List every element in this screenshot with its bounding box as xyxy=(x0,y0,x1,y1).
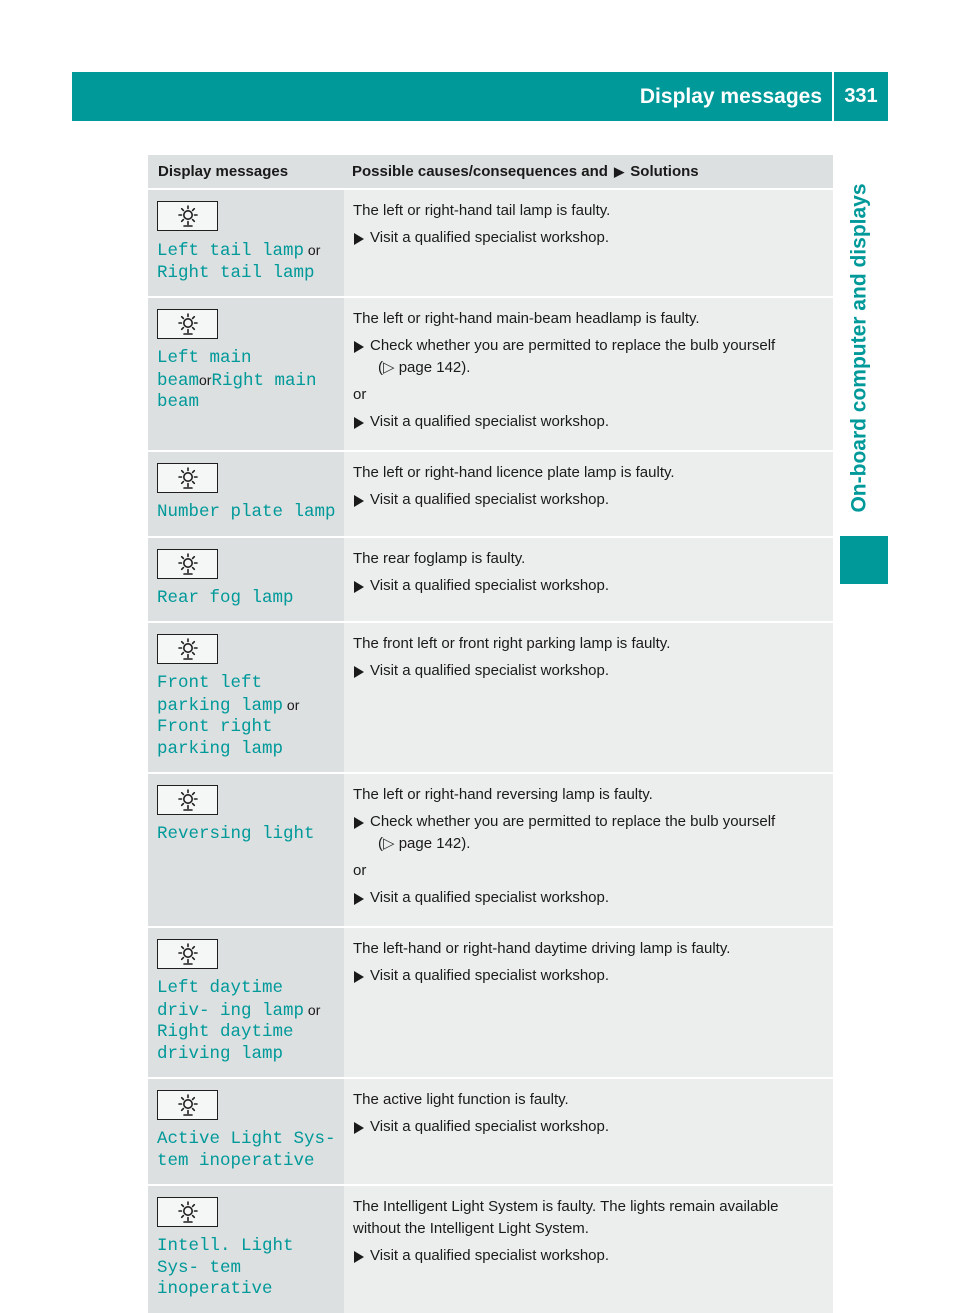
action-step xyxy=(353,335,823,379)
chapter-title-text: On-board computer and displays xyxy=(848,183,871,513)
chapter-tab-marker xyxy=(840,536,888,584)
display-message xyxy=(157,1129,344,1172)
arrow-icon: ▶ xyxy=(614,164,625,179)
message-text: Left main beam xyxy=(157,348,252,391)
solution-cell xyxy=(344,773,833,927)
table-row xyxy=(148,927,833,1078)
step-text: or xyxy=(353,386,367,403)
chapter-side-title xyxy=(845,168,875,528)
message-cell xyxy=(148,189,344,297)
display-message xyxy=(157,588,344,610)
message-text: Rear fog lamp xyxy=(157,587,294,608)
page-header xyxy=(72,72,888,121)
message-cell xyxy=(148,537,344,623)
step-text: or xyxy=(353,862,367,879)
message-cell xyxy=(148,622,344,773)
page-number: 331 xyxy=(844,85,878,107)
column-header-messages: Display messages xyxy=(158,163,289,180)
table-row xyxy=(148,1185,833,1313)
action-step xyxy=(353,887,823,909)
solution-cell xyxy=(344,297,833,451)
cause-text xyxy=(353,1089,823,1111)
cause-text xyxy=(353,633,823,655)
cause-text xyxy=(353,860,823,882)
page-reference-text: page 142). xyxy=(398,359,471,376)
lamp-icon xyxy=(157,785,218,815)
display-message xyxy=(157,348,344,414)
lamp-icon xyxy=(157,1197,218,1227)
or-text: or xyxy=(199,371,212,388)
step-text: Visit a qualified specialist workshop. xyxy=(370,576,610,594)
message-text: Left daytime driv‐ ing lamp xyxy=(157,978,305,1021)
lamp-icon xyxy=(157,939,218,969)
message-text: Left tail lamp xyxy=(157,241,305,261)
lamp-icon xyxy=(157,201,218,231)
action-step xyxy=(353,1245,823,1267)
table-row xyxy=(148,537,833,623)
action-step xyxy=(353,660,823,682)
table-body xyxy=(148,189,833,1313)
lamp-icon xyxy=(157,309,218,339)
message-cell xyxy=(148,927,344,1078)
page-reference[interactable]: (▷ page 142). xyxy=(378,835,471,852)
cause-text xyxy=(353,200,823,222)
lamp-icon xyxy=(157,463,218,493)
display-message xyxy=(157,673,344,760)
solution-cell xyxy=(344,189,833,297)
cause-text xyxy=(353,1196,823,1240)
step-text: Visit a qualified specialist workshop. xyxy=(370,1118,610,1135)
display-messages-table xyxy=(148,155,833,1313)
cause-text xyxy=(353,938,823,960)
solution-cell xyxy=(344,1078,833,1185)
reference-arrow-icon: ▷ xyxy=(383,835,399,852)
step-text: Visit a qualified specialist workshop. xyxy=(370,491,610,508)
page-reference-text: page 142). xyxy=(398,835,471,852)
action-step xyxy=(353,411,823,433)
message-text: Number plate lamp xyxy=(157,502,336,522)
table-row xyxy=(148,451,833,537)
lamp-icon xyxy=(157,549,218,579)
cause-text xyxy=(353,308,823,330)
table-header-row xyxy=(148,155,833,189)
message-text: Active Light Sys‐ tem inoperative xyxy=(157,1129,336,1171)
step-text: The active light function is faulty. xyxy=(353,1091,569,1108)
step-text: Visit a qualified specialist workshop. xyxy=(370,1247,610,1264)
message-cell xyxy=(148,1078,344,1185)
table-row xyxy=(148,189,833,297)
action-step xyxy=(353,489,823,511)
step-text: The left-hand or right-hand daytime driving lamp is faulty. xyxy=(353,940,731,957)
message-text: Front right parking lamp xyxy=(157,717,284,759)
page-reference[interactable]: (▷ page 142). xyxy=(378,359,471,376)
cause-text xyxy=(353,784,823,806)
display-message xyxy=(157,1236,344,1301)
message-text: Right tail lamp xyxy=(157,262,315,283)
step-text: Visit a qualified specialist workshop. xyxy=(370,889,610,906)
solution-cell xyxy=(344,1185,833,1313)
display-message xyxy=(157,824,344,846)
message-cell xyxy=(148,297,344,451)
action-step xyxy=(353,227,823,249)
step-text: The left or right-hand reversing lamp is faulty. xyxy=(353,786,653,803)
step-text: Check whether you are permitted to replace the bulb yourself xyxy=(370,337,776,354)
step-text: The left or right-hand tail lamp is faulty. xyxy=(353,202,611,219)
message-text: Reversing light xyxy=(157,824,315,844)
step-text: Visit a qualified specialist workshop. xyxy=(370,413,610,430)
step-text: Visit a qualified specialist workshop. xyxy=(370,229,610,246)
message-cell xyxy=(148,1185,344,1313)
message-text: Intell. Light Sys‐ tem inoperative xyxy=(157,1236,294,1299)
solution-cell xyxy=(344,537,833,623)
step-text: The left or right-hand main-beam headlamp is faulty. xyxy=(353,310,700,327)
table-row xyxy=(148,1078,833,1185)
lamp-icon xyxy=(157,1090,218,1120)
action-step xyxy=(353,965,823,987)
message-text: Right main beam xyxy=(157,370,317,412)
step-text: The front left or front right parking lamp is faulty. xyxy=(353,635,671,652)
column-header-solutions xyxy=(344,155,833,189)
table-row xyxy=(148,622,833,773)
table-row xyxy=(148,297,833,451)
step-text: Visit a qualified specialist workshop. xyxy=(370,967,610,984)
solution-cell xyxy=(344,451,833,537)
or-text: or xyxy=(304,242,321,258)
message-text: Right daytime driving lamp xyxy=(157,1022,294,1064)
reference-arrow-icon: ▷ xyxy=(383,359,399,376)
message-text: Front left parking lamp xyxy=(157,673,284,716)
action-step xyxy=(353,811,823,855)
step-text: The left or right-hand licence plate lamp is faulty. xyxy=(353,464,675,481)
message-cell xyxy=(148,773,344,927)
cause-text xyxy=(353,384,823,406)
action-step xyxy=(353,575,823,597)
display-message xyxy=(157,240,344,284)
lamp-icon xyxy=(157,634,218,664)
step-text: The Intelligent Light System is faulty. The lights remain available without the Intelligent Light System. xyxy=(353,1198,779,1237)
column-header-pre: Possible causes/consequences and xyxy=(352,163,608,180)
step-text: Visit a qualified specialist workshop. xyxy=(370,662,610,679)
section-title: Display messages xyxy=(639,84,822,108)
step-text: Check whether you are permitted to replace the bulb yourself xyxy=(370,813,776,830)
column-header-post: Solutions xyxy=(630,163,699,180)
or-text: or xyxy=(304,1001,321,1018)
or-text: or xyxy=(283,696,300,713)
display-message xyxy=(157,978,344,1065)
action-step xyxy=(353,1116,823,1138)
solution-cell xyxy=(344,622,833,773)
display-message xyxy=(157,502,344,524)
cause-text xyxy=(353,462,823,484)
solution-cell xyxy=(344,927,833,1078)
cause-text xyxy=(353,548,823,570)
table-row xyxy=(148,773,833,927)
step-text: The rear foglamp is faulty. xyxy=(353,549,526,567)
message-cell xyxy=(148,451,344,537)
